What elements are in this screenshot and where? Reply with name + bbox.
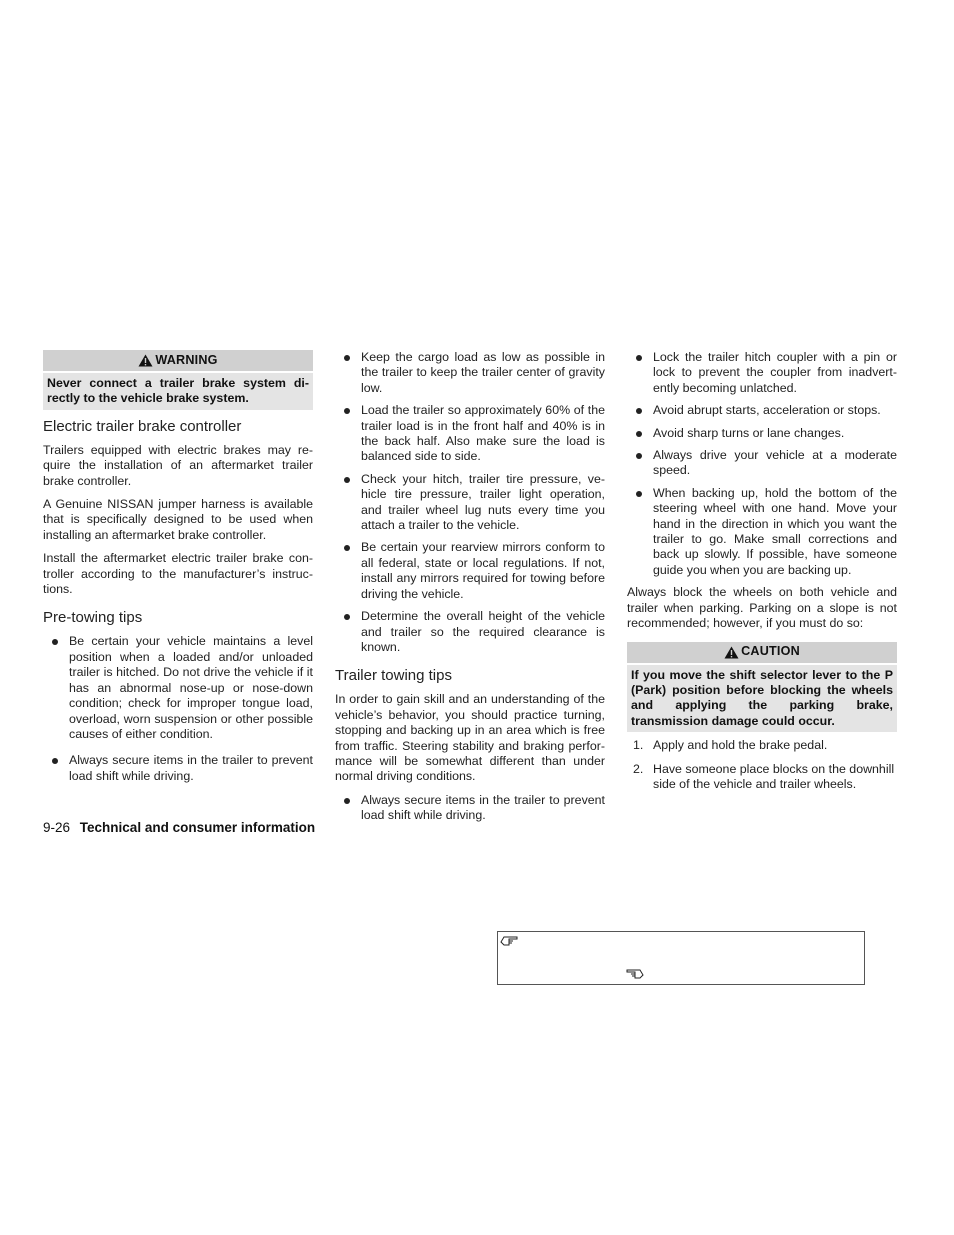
warning-triangle-icon: [724, 646, 739, 659]
list-item: [627, 403, 897, 418]
list-item: [335, 540, 605, 602]
list-item: [335, 403, 605, 465]
column-2: [335, 350, 605, 831]
list-item-text: Avoid sharp turns or lane changes.: [653, 425, 845, 440]
list-item-text: When backing up, hold the bottom of the steering wheel with one hand. Move your hand in the direction in which you want the trailer to go. Make small corrections and back up slowly. If possible, have someone guide you when you are backing up.: [653, 485, 897, 577]
bullet-icon: [344, 477, 350, 483]
warning-box: [43, 350, 313, 410]
navigation-box: [497, 931, 865, 985]
list-item-text: Keep the cargo load as low as possible in the trailer to keep the trailer center of gravity low.: [361, 350, 605, 395]
electric-heading: Electric trailer brake controller: [43, 417, 242, 435]
hand-pointer-icon[interactable]: [624, 966, 644, 979]
step-text: Have someone place blocks on the downhill side of the vehicle and trailer wheels.: [653, 761, 895, 791]
hand-pointer-icon[interactable]: [500, 933, 520, 946]
list-item: [43, 753, 313, 784]
step-text: Apply and hold the brake pedal.: [653, 738, 828, 753]
column-3: [627, 350, 897, 800]
paragraph: Always block the wheels on both vehicle and trailer when parking. Parking on a slope is not recommended; however, if you must do so:: [627, 585, 897, 631]
steps-list: [627, 738, 897, 792]
towing-list-continued: [627, 350, 897, 578]
list-item-text: Always secure items in the trailer to prevent load shift while driving.: [69, 753, 313, 783]
caution-box: [627, 642, 897, 733]
section-title: Technical and consumer information: [79, 820, 316, 835]
bullet-icon: [344, 545, 350, 551]
list-item: [627, 448, 897, 479]
list-item: [627, 350, 897, 396]
pretowing-list-continued: [335, 350, 605, 655]
paragraph: A Genuine NISSAN jumper harness is available that is specifically designed to be used when installing an aftermarket brake controller.: [43, 497, 313, 542]
paragraph: In order to gain skill and an understanding of the vehicle’s behavior, you should practice turning, stopping and backing up in an area which is free from traffic. Steering stability and braking perfor-mance will be somewhat different than under normal driving conditions.: [335, 692, 605, 784]
bullet-icon: [344, 614, 350, 620]
bullet-icon: [636, 491, 642, 497]
bullet-icon: [636, 355, 642, 361]
list-item-text: Avoid abrupt starts, acceleration or stops.: [653, 403, 881, 418]
list-item-text: Be certain your vehicle maintains a level position when a loaded and/or unloaded trailer is hitched. Do not drive the vehicle if it has an abnormal nose-up or nose-down condition; check for improper tongue load, overload, worn suspension or other possible causes of either condition.: [69, 634, 313, 741]
caution-text: If you move the shift selector lever to the P (Park) position before blocking the wheels and applying the parking brake, transmission damage could occur.: [627, 665, 897, 733]
bullet-icon: [344, 408, 350, 414]
list-item-text: Be certain your rearview mirrors conform to all federal, state or local regulations. If not, install any mirrors required for towing before driving the vehicle.: [361, 540, 605, 601]
page-footer: [43, 820, 315, 835]
list-item-text: Determine the overall height of the vehicle and trailer so the required clearance is known.: [361, 609, 605, 654]
list-item-text: Lock the trailer hitch coupler with a pin or lock to prevent the coupler from inadvert-ently becoming unlatched.: [653, 350, 897, 395]
warning-label: WARNING: [155, 352, 218, 367]
paragraph: Install the aftermarket electric trailer brake con-troller according to the manufacturer’s instruc-tions.: [43, 551, 313, 597]
towing-list: [335, 793, 605, 824]
bullet-icon: [52, 639, 58, 645]
step-item: [627, 738, 897, 753]
list-item: [335, 609, 605, 655]
step-number: 1.: [633, 738, 644, 753]
bullet-icon: [636, 431, 642, 437]
bullet-icon: [636, 453, 642, 459]
list-item-text: Load the trailer so approximately 60% of the trailer load is in the front half and 40% is in the back half. Also make sure the load is balanced side to side.: [361, 403, 605, 464]
list-item-text: Always secure items in the trailer to prevent load shift while driving.: [361, 792, 605, 823]
list-item: [335, 472, 605, 534]
bullet-icon: [344, 798, 350, 804]
warning-triangle-icon: [138, 354, 153, 367]
pretowing-heading: Pre-towing tips: [43, 609, 143, 627]
bullet-icon: [52, 758, 58, 764]
caution-label: CAUTION: [741, 644, 800, 659]
paragraph: Trailers equipped with electric brakes may re-quire the installation of an aftermarket trailer brake controller.: [43, 442, 313, 488]
list-item: [43, 634, 313, 742]
list-item: [335, 350, 605, 396]
step-item: [627, 762, 897, 793]
pretowing-list: [43, 634, 313, 784]
list-item: [627, 426, 897, 441]
towing-heading: Trailer towing tips: [335, 667, 452, 685]
warning-header: [43, 350, 313, 371]
bullet-icon: [636, 408, 642, 414]
list-item-text: Always drive your vehicle at a moderate speed.: [653, 448, 897, 478]
page-number: 9-26: [43, 820, 71, 835]
bullet-icon: [344, 355, 350, 361]
list-item: [335, 793, 605, 824]
caution-header: [627, 642, 897, 663]
step-number: 2.: [633, 761, 644, 776]
list-item-text: Check your hitch, trailer tire pressure, ve-hicle tire pressure, trailer light operation, and trailer wheel lug nuts every time you attach a trailer to the vehicle.: [361, 471, 605, 533]
list-item: [627, 486, 897, 578]
warning-text: Never connect a trailer brake system di-rectly to the vehicle brake system.: [43, 373, 313, 410]
column-1: [43, 350, 313, 791]
